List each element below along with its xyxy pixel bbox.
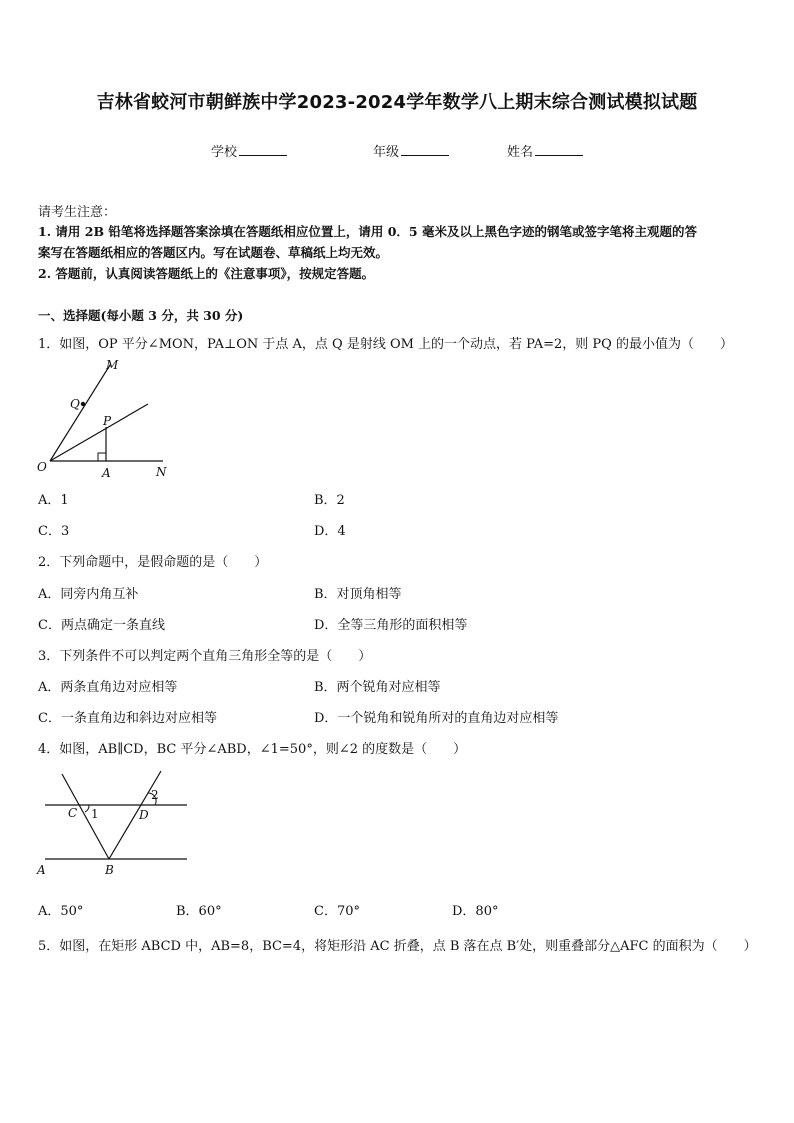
q2-option-d[interactable]: D．全等三角形的面积相等 — [314, 618, 468, 633]
q2-option-b[interactable]: B．对顶角相等 — [314, 587, 402, 602]
q1-option-d[interactable]: D．4 — [314, 524, 346, 539]
name-label: 姓名 — [507, 145, 534, 160]
notice-line-1: 1. 请用 2B 铅笔将选择题答案涂填在答题纸相应位置上，请用 0．5 毫米及以上黑色字迹的钢笔或签字笔将主观题的答 — [38, 224, 697, 239]
ray-OP — [50, 404, 148, 461]
q5-stem: 5．如图，在矩形 ABCD 中，AB=8，BC=4，将矩形沿 AC 折叠，点 B 落在点 B′处，则重叠部分△AFC 的面积为（ ） — [38, 939, 757, 954]
label-Q: Q — [70, 397, 80, 411]
label-A: A — [37, 863, 46, 877]
q4-option-d[interactable]: D．80° — [452, 904, 499, 919]
label-B: B — [105, 863, 114, 877]
label-M: M — [106, 358, 119, 372]
q2-stem: 2．下列命题中，是假命题的是（ ） — [38, 555, 268, 570]
grade-blank[interactable] — [401, 143, 449, 156]
ray-OM — [50, 365, 110, 461]
q1-stem: 1．如图，OP 平分∠MON，PA⊥ON 于点 A，点 Q 是射线 OM 上的一个动点，若 PA=2，则 PQ 的最小值为（ ） — [38, 337, 733, 352]
q3-option-b[interactable]: B．两个锐角对应相等 — [314, 680, 441, 695]
q1-option-c[interactable]: C．3 — [38, 524, 70, 539]
q1-option-b[interactable]: B．2 — [314, 493, 345, 508]
q3-option-c[interactable]: C．一条直角边和斜边对应相等 — [38, 711, 217, 726]
right-angle-mark — [98, 453, 106, 461]
q4-option-b[interactable]: B．60° — [176, 904, 222, 919]
notice-line-2: 案写在答题纸相应的答题区内。写在试题卷、草稿纸上均无效。 — [38, 245, 389, 260]
section-heading: 一、选择题(每小题 3 分，共 30 分) — [38, 308, 244, 323]
grade-field[interactable] — [373, 141, 449, 160]
label-P: P — [103, 414, 112, 428]
segment-BD — [109, 771, 161, 859]
school-field[interactable] — [211, 141, 287, 160]
notice-heading: 请考生注意： — [38, 205, 117, 220]
label-N: N — [156, 465, 167, 479]
q3-option-d[interactable]: D．一个锐角和锐角所对的直角边对应相等 — [314, 711, 559, 726]
grade-label: 年级 — [373, 145, 400, 160]
q3-option-a[interactable]: A．两条直角边对应相等 — [38, 680, 178, 695]
q1-option-a[interactable]: A．1 — [38, 493, 69, 508]
label-C: C — [68, 806, 78, 820]
school-blank[interactable] — [239, 143, 287, 156]
q3-stem: 3．下列条件不可以判定两个直角三角形全等的是（ ） — [38, 649, 372, 664]
q4-option-a[interactable]: A．50° — [38, 904, 84, 919]
q4-figure — [30, 766, 200, 882]
label-A: A — [102, 466, 111, 480]
label-1: 1 — [91, 807, 99, 821]
q2-option-a[interactable]: A．同旁内角互补 — [38, 587, 139, 602]
point-Q-dot — [81, 402, 85, 406]
notice-line-3: 2. 答题前，认真阅读答题纸上的《注意事项》，按规定答题。 — [38, 266, 375, 281]
label-D: D — [139, 808, 149, 822]
q4-option-c[interactable]: C．70° — [314, 904, 360, 919]
label-O: O — [37, 460, 47, 474]
school-label: 学校 — [211, 145, 238, 160]
label-2: 2 — [151, 788, 159, 802]
q2-option-c[interactable]: C．两点确定一条直线 — [38, 618, 165, 633]
q4-stem: 4．如图，AB∥CD，BC 平分∠ABD，∠1=50°，则∠2 的度数是（ ） — [38, 742, 467, 757]
name-blank[interactable] — [535, 143, 583, 156]
q1-figure — [30, 355, 180, 485]
angle-1-arc — [85, 805, 89, 812]
name-field[interactable] — [507, 141, 583, 160]
page-title: 吉林省蛟河市朝鲜族中学2023-2024学年数学八上期末综合测试模拟试题 — [96, 92, 698, 113]
